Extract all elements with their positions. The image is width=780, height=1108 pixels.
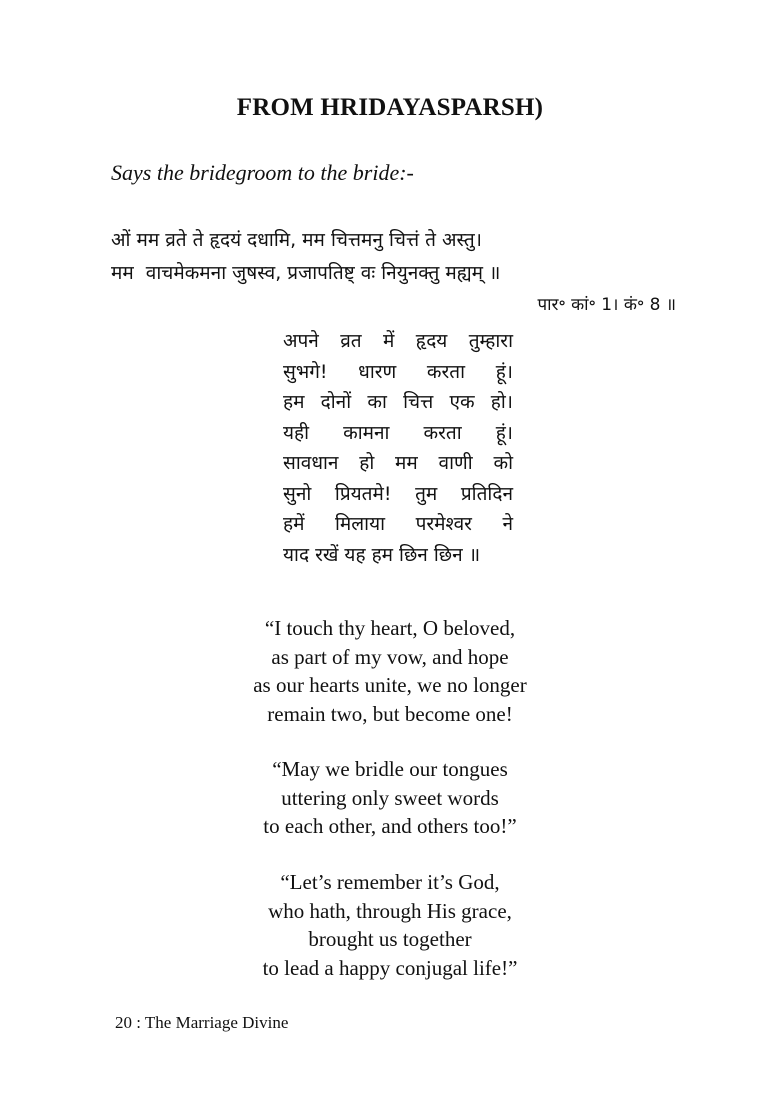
english-stanza-3	[0, 868, 780, 982]
stanza-line: “I touch thy heart, O beloved,	[264, 616, 516, 640]
stanza-line: “May we bridle our tongues	[272, 757, 508, 781]
stanza-line: who hath, through His grace,	[268, 898, 512, 923]
intro-text: Says the bridegroom to the bride:-	[111, 160, 414, 185]
hindi-verse-line: याद रखें यह हम छिन छिन ॥	[283, 543, 481, 566]
english-stanza-1	[0, 614, 780, 728]
stanza-line: remain two, but become one!	[267, 701, 513, 726]
stanza-line: “Let’s remember it’s God,	[280, 870, 500, 894]
stanza-line: as our hearts unite, we no longer	[253, 673, 527, 697]
sanskrit-mantra-line-2: मम वाचमेकमना जुषस्व, प्रजापतिष्ट्‌ वः नियुनक्तु मह्यम्‌ ॥	[111, 262, 501, 284]
hindi-verse-line: हम दोनों का चित्त एक हो।	[283, 391, 513, 413]
stanza-line: to each other, and others too!”	[263, 814, 517, 838]
page-footer: 20 : The Marriage Divine	[115, 1013, 289, 1032]
hindi-verse-line: सावधान हो मम वाणी को	[283, 452, 513, 474]
hindi-verse-line: हमें मिलाया परमेश्वर ने	[283, 513, 513, 535]
hindi-verse-line: सुनो प्रियतमे! तुम प्रतिदिन	[283, 482, 513, 505]
sanskrit-mantra-line-1: ओं मम व्रते ते हृदयं दधामि, मम चित्तमनु चित्तं ते अस्तु।	[111, 229, 482, 251]
stanza-line: uttering only sweet words	[281, 785, 499, 810]
hindi-verse	[283, 326, 513, 570]
stanza-line: brought us together	[308, 927, 472, 951]
stanza-line: to lead a happy conjugal life!”	[262, 955, 518, 980]
stanza-line: as part of my vow, and hope	[271, 644, 509, 669]
scripture-reference: पार॰ कां॰ 1। कं॰ 8 ॥	[537, 295, 676, 315]
hindi-verse-line: यही कामना करता हूं।	[283, 421, 513, 444]
hindi-verse-line: सुभगे! धारण करता हूं।	[283, 360, 513, 383]
english-stanza-2	[0, 755, 780, 841]
hindi-verse-line: अपने व्रत में हृदय तुम्हारा	[283, 330, 513, 352]
page-title: FROM HRIDAYASPARSH)	[236, 94, 544, 121]
